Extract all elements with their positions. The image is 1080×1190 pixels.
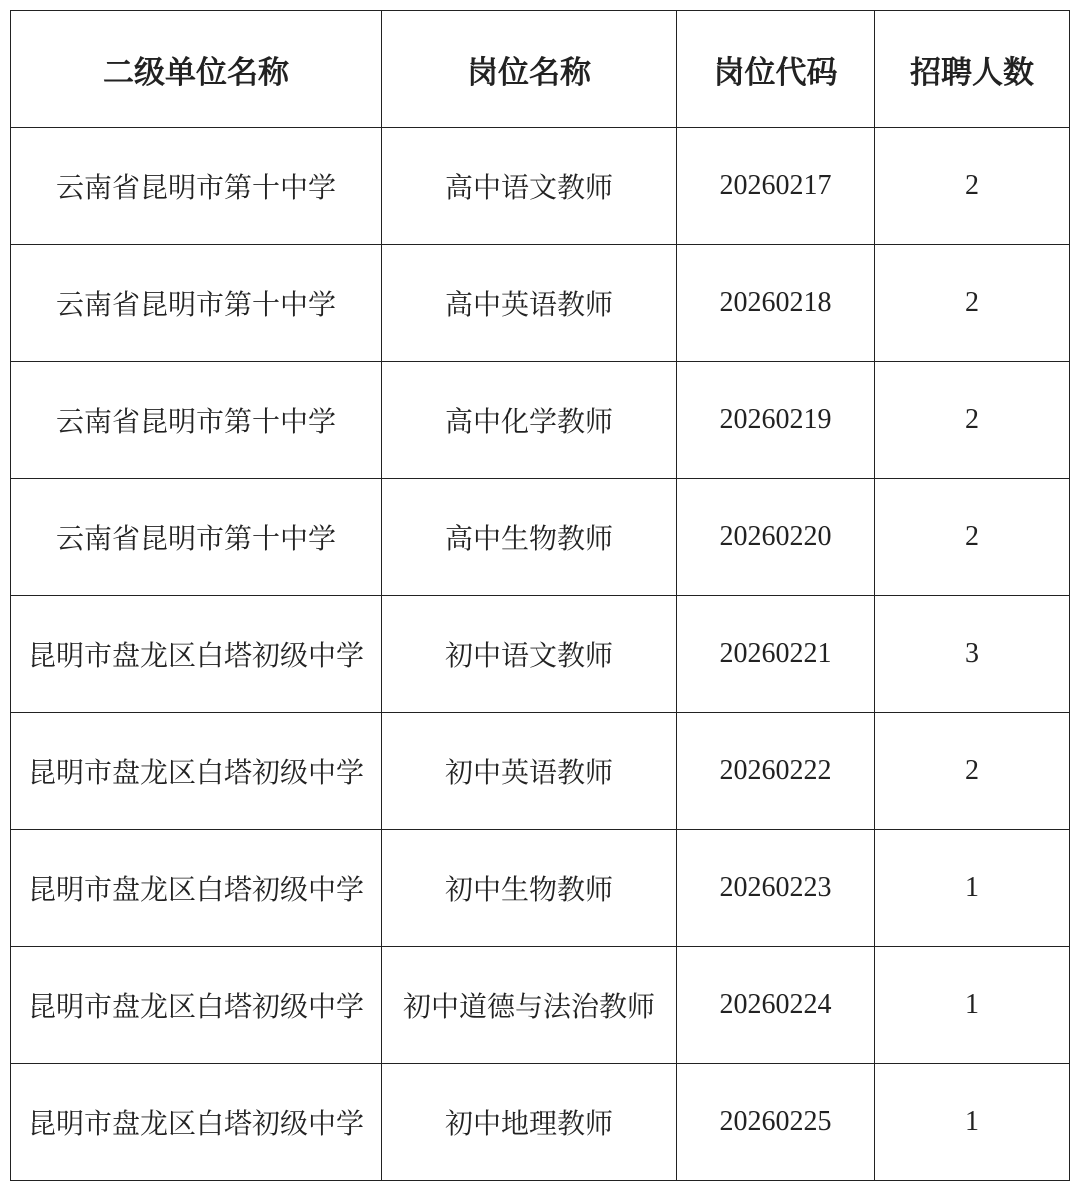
cell-hiring-count: 2	[875, 479, 1070, 596]
cell-hiring-count: 3	[875, 596, 1070, 713]
header-row	[11, 11, 1070, 128]
table-header	[11, 11, 1070, 128]
cell-position-name: 高中语文教师	[382, 128, 677, 245]
cell-unit-name: 昆明市盘龙区白塔初级中学	[11, 596, 382, 713]
cell-position-name: 高中英语教师	[382, 245, 677, 362]
cell-position-code: 20260225	[677, 1064, 875, 1181]
cell-position-name: 初中地理教师	[382, 1064, 677, 1181]
cell-position-code: 20260218	[677, 245, 875, 362]
cell-position-code: 20260217	[677, 128, 875, 245]
cell-hiring-count: 1	[875, 1064, 1070, 1181]
table-row	[11, 713, 1070, 830]
cell-position-name: 初中道德与法治教师	[382, 947, 677, 1064]
cell-position-name: 高中化学教师	[382, 362, 677, 479]
header-hiring-count: 招聘人数	[875, 11, 1070, 128]
cell-unit-name: 云南省昆明市第十中学	[11, 479, 382, 596]
header-position-code: 岗位代码	[677, 11, 875, 128]
recruitment-table	[10, 10, 1070, 1181]
cell-unit-name: 云南省昆明市第十中学	[11, 362, 382, 479]
table-row	[11, 479, 1070, 596]
cell-position-code: 20260223	[677, 830, 875, 947]
cell-hiring-count: 2	[875, 713, 1070, 830]
cell-hiring-count: 2	[875, 245, 1070, 362]
cell-position-code: 20260224	[677, 947, 875, 1064]
cell-position-code: 20260220	[677, 479, 875, 596]
cell-hiring-count: 2	[875, 362, 1070, 479]
cell-hiring-count: 1	[875, 830, 1070, 947]
table-row	[11, 596, 1070, 713]
cell-unit-name: 云南省昆明市第十中学	[11, 128, 382, 245]
cell-unit-name: 昆明市盘龙区白塔初级中学	[11, 947, 382, 1064]
table-row	[11, 1064, 1070, 1181]
cell-hiring-count: 1	[875, 947, 1070, 1064]
cell-hiring-count: 2	[875, 128, 1070, 245]
cell-unit-name: 昆明市盘龙区白塔初级中学	[11, 830, 382, 947]
table-body	[11, 128, 1070, 1181]
table-row	[11, 362, 1070, 479]
header-unit-name: 二级单位名称	[11, 11, 382, 128]
cell-position-name: 初中生物教师	[382, 830, 677, 947]
cell-unit-name: 昆明市盘龙区白塔初级中学	[11, 713, 382, 830]
header-position-name: 岗位名称	[382, 11, 677, 128]
cell-position-name: 初中英语教师	[382, 713, 677, 830]
table-row	[11, 128, 1070, 245]
cell-unit-name: 昆明市盘龙区白塔初级中学	[11, 1064, 382, 1181]
table-row	[11, 947, 1070, 1064]
cell-position-name: 高中生物教师	[382, 479, 677, 596]
table-row	[11, 830, 1070, 947]
cell-unit-name: 云南省昆明市第十中学	[11, 245, 382, 362]
cell-position-code: 20260219	[677, 362, 875, 479]
cell-position-code: 20260222	[677, 713, 875, 830]
table-row	[11, 245, 1070, 362]
cell-position-code: 20260221	[677, 596, 875, 713]
cell-position-name: 初中语文教师	[382, 596, 677, 713]
